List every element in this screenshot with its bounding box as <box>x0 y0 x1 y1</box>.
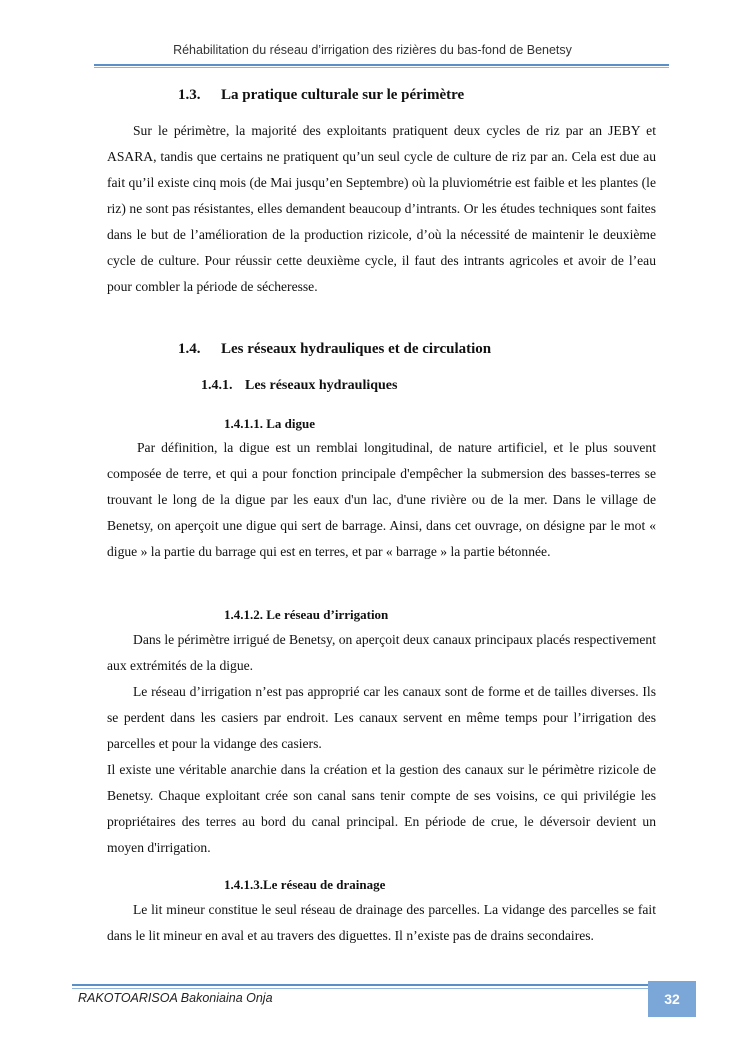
header-divider <box>94 64 669 68</box>
section-number: 1.4. <box>178 341 201 357</box>
section-1-4-1-1-heading: 1.4.1.1. La digue <box>224 416 316 431</box>
paragraph-cultural-practice: Sur le périmètre, la majorité des exploitants pratiquent deux cycles de riz par an JEBY et ASARA, tandis que certains ne pratiquent qu’un seul cycle de culture de riz par an. Cela est due au fait qu’il existe cinq mois (de Mai jusqu’en Septembre) où la pluviométrie est faible et les plantes (le riz) ne sont pas résistantes, elles demandent beaucoup d’intrants. Or les études techniques sont faites dans le but de l’amélioration de la production rizicole, d’où la nécessité de maintenir le deuxième cycle de culture. Pour réussir cette deuxième cycle, il faut des intrants agricoles et avoir de l’eau pour combler la période de sécheresse. <box>107 123 656 294</box>
page-number: 32 <box>664 991 680 1007</box>
footer-divider <box>72 984 648 989</box>
running-header: Réhabilitation du réseau d’irrigation des rizières du bas-fond de Benetsy <box>173 43 572 57</box>
section-1-4-1-2-heading: 1.4.1.2. Le réseau d’irrigation <box>224 607 389 622</box>
section-title: Les réseaux hydrauliques et de circulation <box>221 341 492 357</box>
paragraph-digue: Par définition, la digue est un remblai longitudinal, de nature artificiel, et le plus souvent composée de terre, et qui a pour fonction principale d'empêcher la submersion des basses-terres se trouvant le long de la digue par les eaux d'un lac, d'une rivière ou de la mer. Dans le village de Benetsy, on aperçoit une digue qui sert de barrage. Ainsi, dans cet ouvrage, on désigne par le mot « digue » la partie du barrage qui est en terres, et par « barrage » la partie bétonnée. <box>107 440 656 559</box>
paragraph-irrigation-1: Dans le périmètre irrigué de Benetsy, on aperçoit deux canaux principaux placés respectivement aux extrémités de la digue. <box>107 632 656 673</box>
paragraph-drainage: Le lit mineur constitue le seul réseau de drainage des parcelles. La vidange des parcelles se fait dans le lit mineur en aval et au travers des diguettes. Il n’existe pas de drains secondaires. <box>107 902 656 943</box>
paragraph-irrigation-2: Le réseau d’irrigation n’est pas approprié car les canaux sont de forme et de tailles diverses. Ils se perdent dans les casiers par endroit. Les canaux servent en même temps pour l’irrigation des parcelles et pour la vidange des casiers. <box>107 684 656 751</box>
footer-author: RAKOTOARISOA Bakoniaina Onja <box>78 991 273 1005</box>
section-number: 1.4.1. <box>201 378 233 393</box>
section-title: Les réseaux hydrauliques <box>245 378 398 393</box>
paragraph-irrigation-3: Il existe une véritable anarchie dans la création et la gestion des canaux sur le périmètre rizicole de Benetsy. Chaque exploitant crée son canal sans tenir compte de ses voisins, ce qui privilégie les propriétaires des terres au bord du canal principal. En période de crue, le déversoir devient un moyen d'irrigation. <box>107 762 656 855</box>
section-1-4-1-heading <box>201 378 397 394</box>
page-number-badge <box>648 981 696 1017</box>
section-title: La pratique culturale sur le périmètre <box>221 87 465 103</box>
section-1-4-heading <box>178 341 491 358</box>
section-1-3-heading <box>178 87 464 104</box>
section-1-4-1-3-heading: 1.4.1.3.Le réseau de drainage <box>224 877 386 892</box>
section-number: 1.3. <box>178 87 201 103</box>
